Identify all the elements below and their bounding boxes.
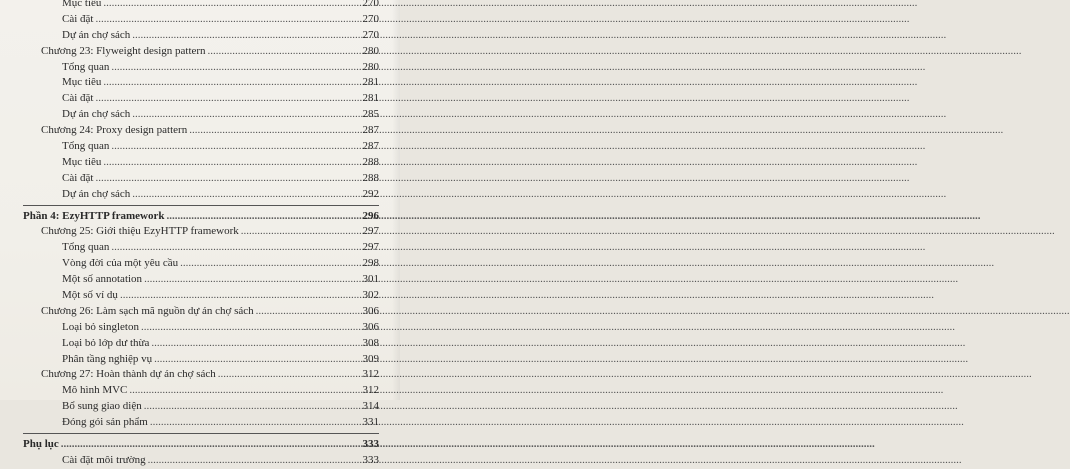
toc-dot-leader: [148, 453, 361, 469]
toc-dot-leader: [166, 209, 360, 225]
toc-section-entry: [0, 0, 400, 12]
toc-section-entry: [0, 320, 400, 336]
toc-dot-leader: [103, 155, 360, 171]
toc-page-number: 306: [362, 304, 379, 317]
book-page: [0, 0, 400, 466]
toc-part-entry: [0, 437, 400, 453]
toc-section-entry: [0, 187, 400, 203]
toc-entry-title: Loại bỏ lớp dư thừa: [62, 336, 150, 349]
toc-section-entry: [0, 336, 400, 352]
toc-section-entry: [0, 240, 400, 256]
toc-chapter-entry: [0, 123, 400, 139]
toc-page-number: 314: [362, 400, 379, 413]
toc-section-entry: [0, 288, 400, 304]
toc-entry-title: Chương 23: Flyweight design pattern: [41, 44, 206, 57]
toc-chapter-entry: [0, 44, 400, 60]
toc-section-entry: [0, 28, 400, 44]
toc-page-number: 270: [362, 12, 379, 25]
toc-dot-leader: [208, 44, 361, 60]
toc-dot-leader: [141, 320, 361, 336]
toc-page-number: 331: [362, 416, 379, 429]
toc-page-number: 312: [362, 384, 379, 397]
toc-dot-leader: [103, 0, 360, 12]
toc-dot-leader: [132, 107, 360, 123]
toc-entry-title: Chương 27: Hoàn thành dự án chợ sách: [41, 368, 216, 381]
toc-entry-title: Chương 26: Làm sạch mã nguồn dự án chợ sách: [41, 304, 254, 317]
toc-entry-title: Dự án chợ sách: [62, 108, 131, 121]
toc-dot-leader: [95, 12, 360, 28]
divider-line: [23, 205, 379, 206]
toc-entry-title: Dự án chợ sách: [62, 28, 131, 41]
toc-section-entry: [0, 272, 400, 288]
toc-page-number: 297: [362, 225, 379, 238]
toc-section-entry: [0, 91, 400, 107]
toc-dot-leader: [151, 336, 360, 352]
toc-dot-leader: [95, 91, 360, 107]
toc-page-number: 312: [362, 368, 379, 381]
toc-dot-leader: [61, 437, 361, 453]
toc-dot-leader: [144, 399, 361, 415]
toc-entry-title: Tổng quan: [62, 60, 110, 73]
toc-page-number: 288: [362, 155, 379, 168]
toc-dot-leader: [111, 139, 360, 155]
toc-page-number: 333: [362, 438, 379, 451]
toc-page-number: 280: [362, 60, 379, 73]
toc-page-number: 288: [362, 171, 379, 184]
toc-entry-title: Mô hình MVC: [62, 384, 128, 397]
toc-chapter-entry: [0, 224, 400, 240]
toc-page-number: 302: [362, 289, 379, 302]
toc-section-entry: [0, 60, 400, 76]
toc-page-number: 287: [362, 140, 379, 153]
toc-page-number: 296: [362, 209, 379, 222]
toc-dot-leader: [111, 240, 360, 256]
toc-chapter-entry: [0, 304, 400, 320]
toc-page-number: 333: [362, 453, 379, 466]
toc-dot-leader: [120, 288, 361, 304]
toc-page-number: 287: [362, 124, 379, 137]
toc-entry-title: Cài đặt: [62, 171, 94, 184]
toc-entry-title: Chương 24: Proxy design pattern: [41, 124, 188, 137]
toc-entry-title: Một số annotation: [62, 273, 143, 286]
toc-section-entry: [0, 107, 400, 123]
toc-part-entry: [0, 209, 400, 225]
toc-section-entry: [0, 171, 400, 187]
toc-dot-leader: [111, 60, 360, 76]
toc-page-number: 280: [362, 44, 379, 57]
toc-dot-leader: [256, 304, 361, 320]
toc-entry-title: Cài đặt môi trường: [62, 453, 146, 466]
toc-entry-title: Tổng quan: [62, 241, 110, 254]
toc-entry-title: Mục tiêu: [62, 76, 102, 89]
toc-entry-title: Mục tiêu: [62, 0, 102, 9]
toc-dot-leader: [180, 256, 360, 272]
toc-entry-title: Cài đặt: [62, 12, 94, 25]
toc-dot-leader: [144, 272, 360, 288]
toc-dot-leader: [241, 224, 361, 240]
toc-dot-leader: [154, 352, 360, 368]
toc-entry-title: Loại bỏ singleton: [62, 320, 139, 333]
toc-section-entry: [0, 399, 400, 415]
toc-page-number: 298: [362, 257, 379, 270]
toc-dot-leader: [218, 367, 361, 383]
toc-entry-title: Dự án chợ sách: [62, 187, 131, 200]
toc-entry-title: Mục tiêu: [62, 155, 102, 168]
toc-page-number: 281: [362, 76, 379, 89]
toc-entry-title: Phần 4: EzyHTTP framework: [23, 209, 165, 222]
toc-entry-title: Đóng gói sản phẩm: [62, 416, 148, 429]
toc-page-number: 281: [362, 92, 379, 105]
toc-entry-title: Phụ lục: [23, 438, 59, 451]
toc-page-number: 306: [362, 320, 379, 333]
toc-dot-leader: [132, 187, 360, 203]
toc-dot-leader: [150, 415, 361, 431]
toc-section-entry: [0, 256, 400, 272]
toc-entry-title: Bổ sung giao diện: [62, 400, 142, 413]
toc-page-number: 308: [362, 336, 379, 349]
toc-page-number: 297: [362, 241, 379, 254]
divider-line: [23, 433, 379, 434]
toc-section-entry: [0, 415, 400, 431]
toc-page-number: 270: [362, 28, 379, 41]
toc-section-entry: [0, 12, 400, 28]
toc-section-entry: [0, 383, 400, 399]
toc-entry-title: Chương 25: Giới thiệu EzyHTTP framework: [41, 225, 239, 238]
toc-dot-leader: [103, 75, 360, 91]
toc-page-number: 270: [362, 0, 379, 9]
toc-chapter-entry: [0, 367, 400, 383]
toc-dot-leader: [95, 171, 360, 187]
toc-entry-title: Tổng quan: [62, 140, 110, 153]
toc-section-entry: [0, 453, 400, 469]
toc-page-number: 292: [362, 187, 379, 200]
toc-entry-title: Phân tầng nghiệp vụ: [62, 352, 153, 365]
toc-dot-leader: [132, 28, 360, 44]
toc-page-number: 309: [362, 352, 379, 365]
toc-entry-title: Một số ví dụ: [62, 289, 118, 302]
toc-page-number: 301: [362, 273, 379, 286]
toc-section-entry: [0, 352, 400, 368]
toc-entry-title: Cài đặt: [62, 92, 94, 105]
toc-dot-leader: [189, 123, 360, 139]
toc-section-entry: [0, 155, 400, 171]
toc-dot-leader: [129, 383, 360, 399]
toc-entry-title: Vòng đời của một yêu cầu: [62, 257, 179, 270]
toc-page-number: 285: [362, 108, 379, 121]
table-of-contents: [0, 0, 400, 469]
toc-section-entry: [0, 139, 400, 155]
toc-section-entry: [0, 75, 400, 91]
